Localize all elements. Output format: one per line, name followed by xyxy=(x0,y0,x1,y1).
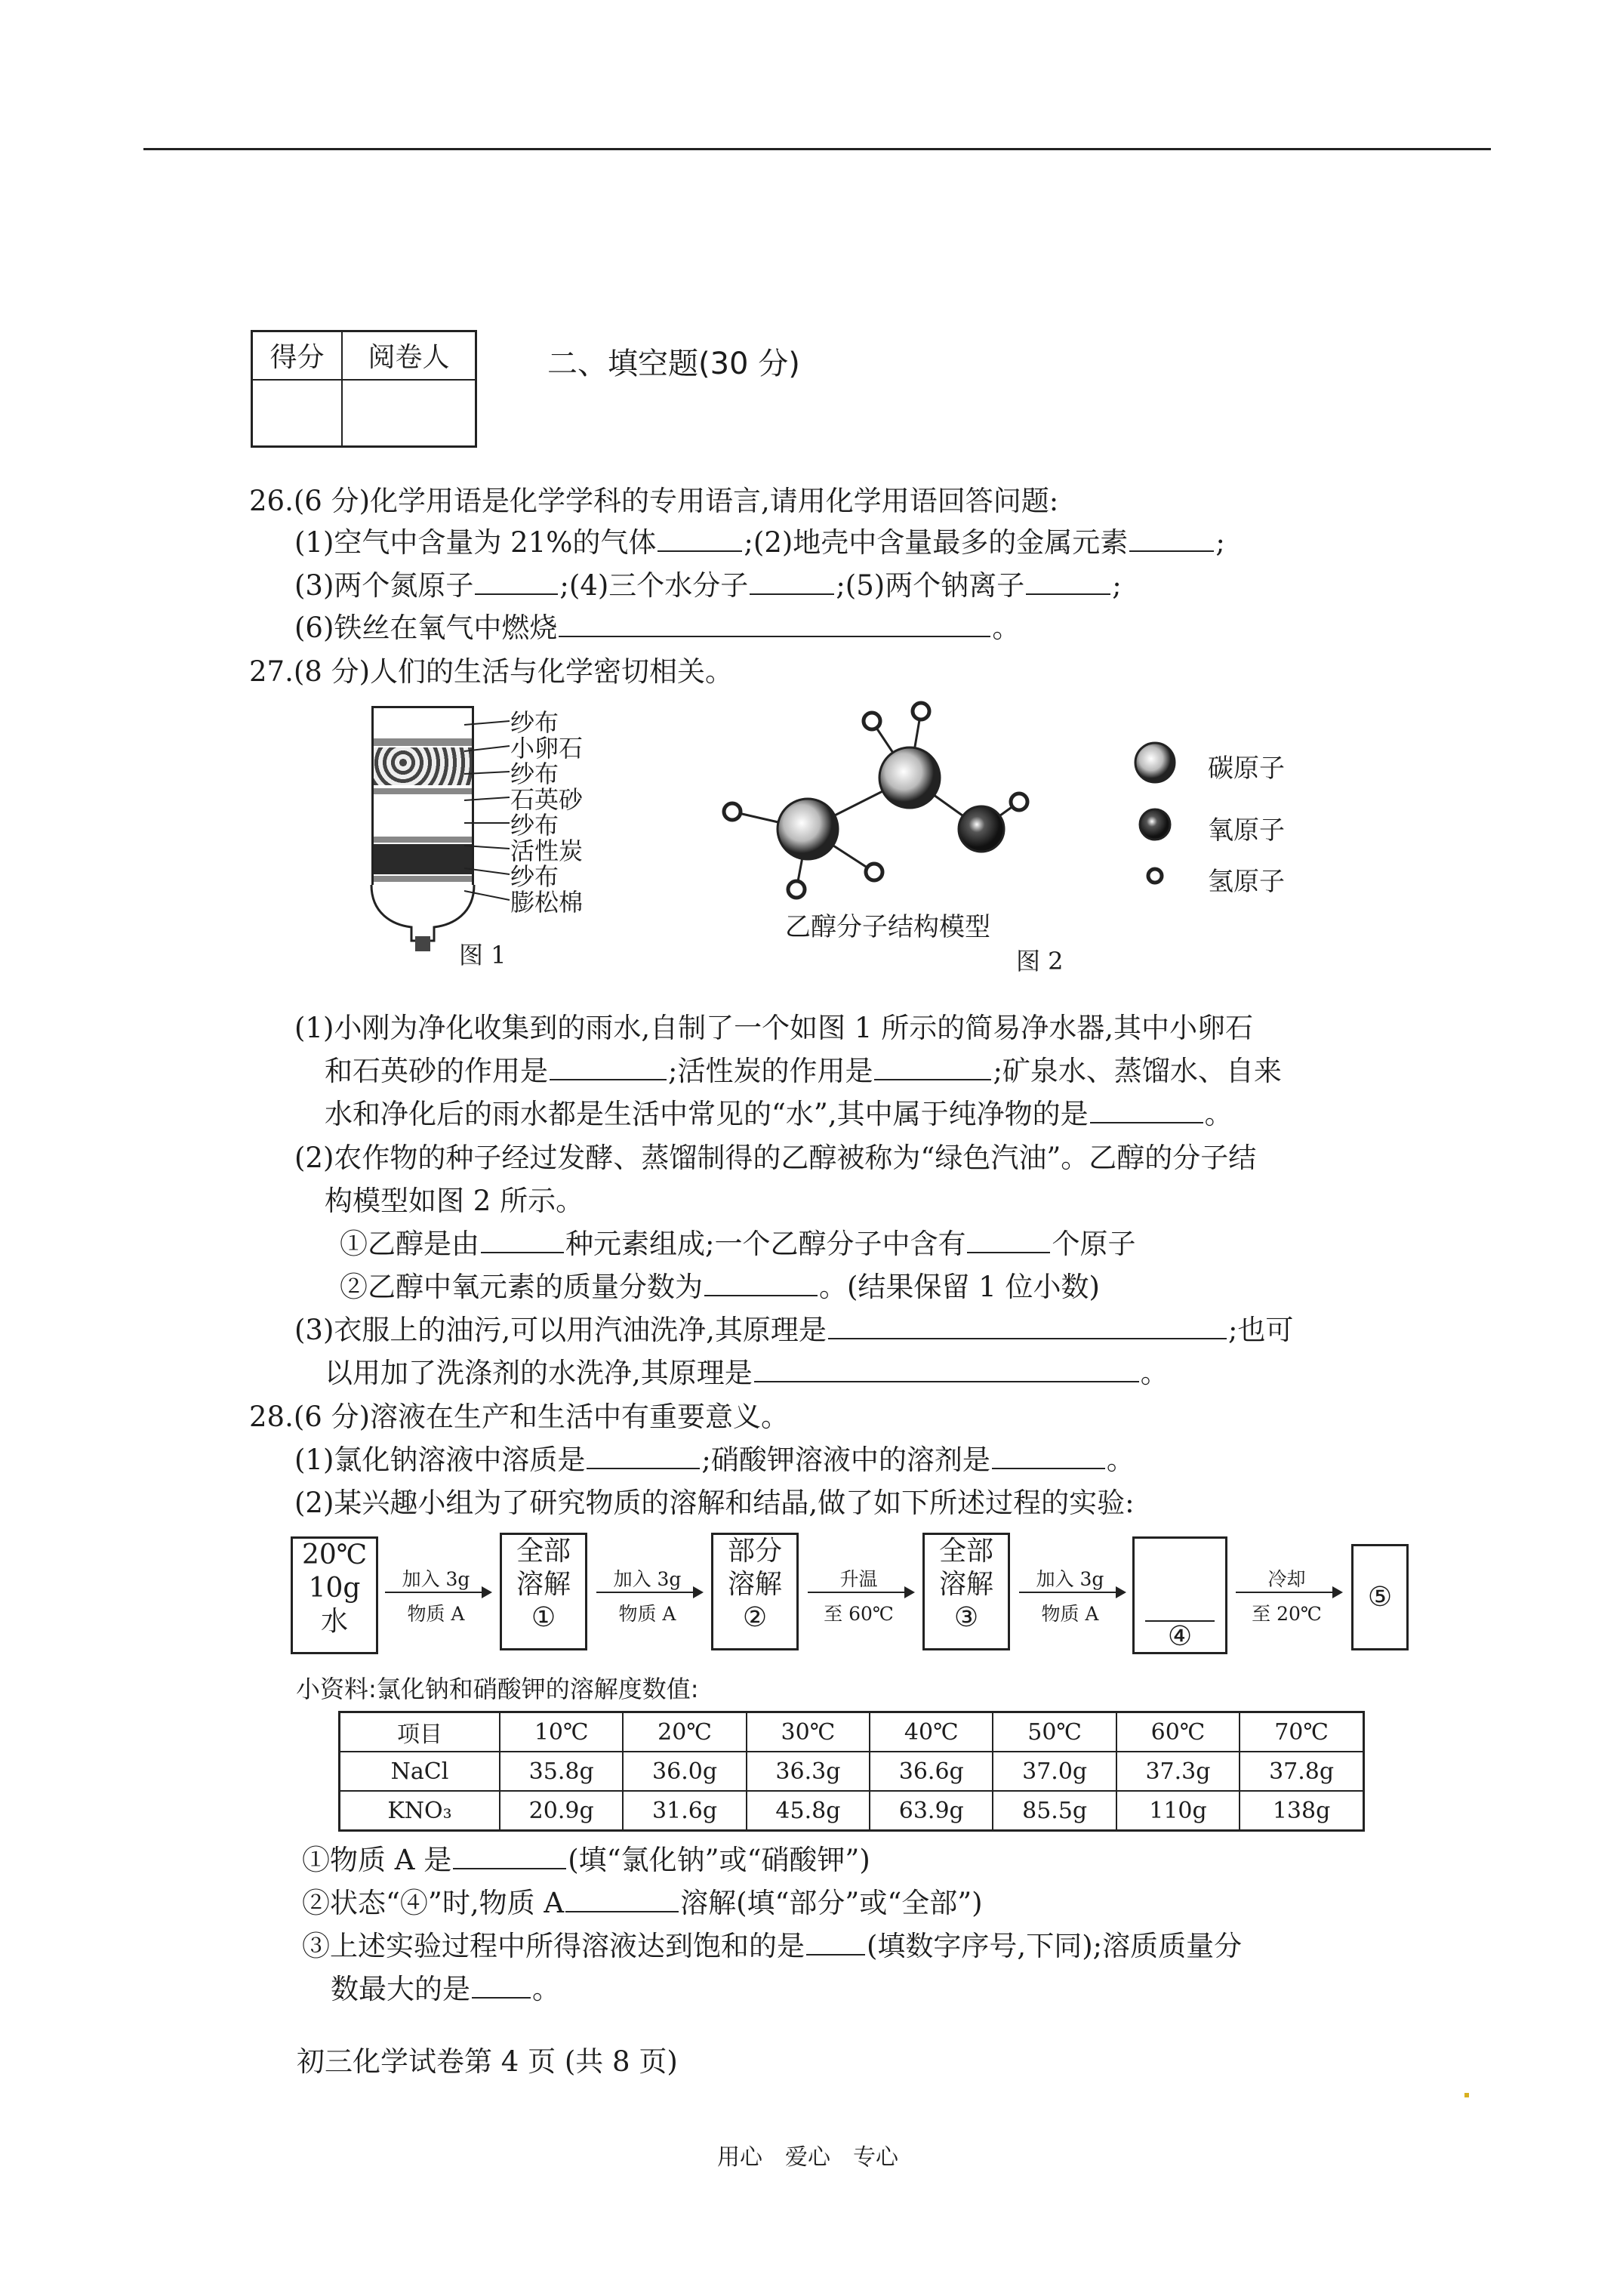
q27-p1a: (1)小刚为净化收集到的雨水,自制了一个如图 1 所示的简易净水器,其中小卵石 xyxy=(294,1012,1253,1044)
fig1-label: 纱布 xyxy=(510,811,559,840)
hydrogen-atom xyxy=(1011,794,1027,810)
score-header: 得分 xyxy=(252,331,343,380)
filter-layer-gauze xyxy=(374,788,472,794)
fig1-label: 纱布 xyxy=(510,862,559,891)
fig1-label: 石英砂 xyxy=(510,785,584,814)
fig1-label: 纱布 xyxy=(510,760,559,788)
legend-hydrogen: 氢原子 xyxy=(1208,867,1285,897)
answer-blank[interactable] xyxy=(475,571,558,595)
answer-blank[interactable] xyxy=(992,1445,1105,1469)
q28-s3c: 数最大的是 。 xyxy=(331,1973,560,2005)
flow-arrow-3-bottom: 至 60℃ xyxy=(824,1603,894,1625)
answer-blank[interactable] xyxy=(658,528,742,552)
top-rule xyxy=(143,148,1491,150)
oxygen-atom xyxy=(959,806,1004,852)
flow-arrow-1 xyxy=(385,1592,491,1593)
flow-arrow-1-top: 加入 3g xyxy=(402,1568,470,1590)
flow-arrow-2-top: 加入 3g xyxy=(613,1568,682,1590)
decor-dot xyxy=(1464,2093,1469,2097)
q27-p1c: 水和净化后的雨水都是生活中常见的“水”,其中属于纯净物的是 。 xyxy=(325,1098,1233,1130)
score-cell xyxy=(252,380,343,447)
q28-stem: 28.(6 分)溶液在生产和生活中有重要意义。 xyxy=(249,1401,790,1433)
oxygen-atom-icon xyxy=(1140,809,1170,840)
flow-box-1: 全部 溶解 ① xyxy=(500,1533,587,1650)
answer-blank[interactable] xyxy=(481,1229,564,1253)
q28-s3: ③上述实验过程中所得溶液达到饱和的是 (填数字序号,下同);溶质质量分 xyxy=(302,1930,1243,1962)
hydrogen-atom xyxy=(788,881,805,898)
flow-box-3: 全部 溶解 ③ xyxy=(922,1533,1010,1650)
filter-layer-gauze xyxy=(374,876,472,882)
q27-p2b: 构模型如图 2 所示。 xyxy=(325,1185,584,1217)
flow-box-water: 20℃ 10g 水 xyxy=(291,1536,378,1654)
solubility-table xyxy=(338,1711,1365,1832)
q26-stem: 26.(6 分)化学用语是化学学科的专用语言,请用化学用语回答问题: xyxy=(249,485,1059,517)
ethanol-molecule-model xyxy=(710,695,1072,921)
flow-arrow-5-bottom: 至 20℃ xyxy=(1252,1603,1322,1625)
answer-blank[interactable] xyxy=(587,1445,700,1469)
flow-arrow-4-top: 加入 3g xyxy=(1036,1568,1104,1590)
q27-stem: 27.(8 分)人们的生活与化学密切相关。 xyxy=(249,655,734,688)
answer-blank[interactable] xyxy=(565,1888,679,1912)
page-footer: 用心 爱心 专心 xyxy=(717,2144,898,2171)
flow-arrow-2-bottom: 物质 A xyxy=(618,1603,676,1625)
flow-arrow-5 xyxy=(1236,1592,1341,1593)
flow-box-4: ④ xyxy=(1132,1536,1227,1654)
table-row: NaCl 35.8g 36.0g 36.3g 36.6g 37.0g 37.3g 37.8g xyxy=(340,1752,1364,1791)
q27-p1b: 和石英砂的作用是 ;活性炭的作用是 ;矿泉水、蒸馏水、自来 xyxy=(325,1055,1282,1087)
q27-p3b: 以用加了洗涤剂的水洗净,其原理是 。 xyxy=(325,1357,1169,1389)
filter-layer-gauze xyxy=(374,738,472,746)
flow-arrow-3-top: 升温 xyxy=(839,1568,878,1590)
answer-blank[interactable] xyxy=(1090,1099,1203,1123)
fig1-label: 膨松棉 xyxy=(510,888,584,917)
page-number-info: 初三化学试卷第 4 页 (共 8 页) xyxy=(297,2045,678,2078)
flow-box-2: 部分 溶解 ② xyxy=(711,1533,799,1650)
flow-arrow-4-bottom: 物质 A xyxy=(1041,1603,1099,1625)
q27-p2d: ②乙醇中氧元素的质量分数为 。(结果保留 1 位小数) xyxy=(340,1271,1100,1303)
q27-p2a: (2)农作物的种子经过发酵、蒸馏制得的乙醇被称为“绿色汽油”。乙醇的分子结 xyxy=(294,1142,1257,1174)
fig1-label: 小卵石 xyxy=(510,734,584,763)
answer-blank[interactable] xyxy=(704,1272,818,1296)
q28-s2: ②状态“④”时,物质 A 溶解(填“部分”或“全部”) xyxy=(302,1887,983,1919)
fig1-caption: 图 1 xyxy=(459,941,507,969)
flow-arrow-3 xyxy=(808,1592,913,1593)
answer-blank[interactable] xyxy=(874,1056,991,1080)
flow-arrow-1-bottom: 物质 A xyxy=(407,1603,465,1625)
q28-p1: (1)氯化钠溶液中溶质是 ;硝酸钾溶液中的溶剂是 。 xyxy=(294,1444,1135,1476)
fig1-label: 纱布 xyxy=(510,708,559,737)
hydrogen-atom-icon xyxy=(1148,869,1162,883)
fig1-leader-lines xyxy=(464,717,513,906)
table-header-row: 项目 10℃ 20℃ 30℃ 40℃ 50℃ 60℃ 70℃ xyxy=(340,1712,1364,1752)
fig2-caption: 图 2 xyxy=(1016,947,1064,975)
carbon-atom xyxy=(879,747,940,808)
answer-blank[interactable] xyxy=(1026,571,1110,595)
fig1-label: 活性炭 xyxy=(510,837,584,865)
water-filter-diagram xyxy=(371,706,474,889)
answer-blank[interactable] xyxy=(750,571,834,595)
legend-carbon: 碳原子 xyxy=(1208,754,1285,784)
answer-blank[interactable] xyxy=(559,613,990,637)
q26-line3: (6)铁丝在氧气中燃烧 。 xyxy=(294,612,1021,644)
hydrogen-atom xyxy=(864,713,880,729)
section-title: 二、填空题(30 分) xyxy=(547,347,800,381)
filter-layer-carbon xyxy=(374,844,472,874)
carbon-atom xyxy=(778,799,838,859)
legend-oxygen: 氧原子 xyxy=(1208,815,1285,846)
answer-blank[interactable] xyxy=(828,1315,1227,1339)
flow-arrow-2 xyxy=(596,1592,702,1593)
solubility-note: 小资料:氯化钠和硝酸钾的溶解度数值: xyxy=(296,1675,699,1703)
hydrogen-atom xyxy=(866,864,882,880)
answer-blank[interactable] xyxy=(754,1358,1139,1382)
grader-header: 阅卷人 xyxy=(342,331,476,380)
filter-layer-gauze xyxy=(374,837,472,843)
hydrogen-atom xyxy=(724,803,741,820)
answer-blank[interactable] xyxy=(472,1974,531,1999)
table-row: KNO₃ 20.9g 31.6g 45.8g 63.9g 85.5g 110g 138g xyxy=(340,1791,1364,1831)
answer-blank[interactable] xyxy=(453,1845,566,1869)
answer-blank[interactable] xyxy=(806,1931,865,1955)
hydrogen-atom xyxy=(913,703,929,720)
atom-legend-symbols xyxy=(1117,736,1193,895)
flow-arrow-5-top: 冷却 xyxy=(1267,1568,1306,1590)
fig2-model-label: 乙醇分子结构模型 xyxy=(785,912,990,942)
carbon-atom-icon xyxy=(1135,743,1175,782)
score-table xyxy=(251,330,477,448)
filter-layer-pebbles xyxy=(374,747,472,785)
answer-blank[interactable] xyxy=(550,1056,667,1080)
answer-blank[interactable] xyxy=(1129,528,1214,552)
flow-arrow-4 xyxy=(1019,1592,1125,1593)
q28-s1: ①物质 A 是 (填“氯化钠”或“硝酸钾”) xyxy=(302,1844,870,1876)
flow-box-5: ⑤ xyxy=(1351,1544,1409,1650)
q27-p2c: ①乙醇是由 种元素组成;一个乙醇分子中含有 个原子 xyxy=(340,1228,1136,1260)
q26-line2: (3)两个氮原子 ;(4)三个水分子 ;(5)两个钠离子 ; xyxy=(294,569,1122,602)
q27-p3a: (3)衣服上的油污,可以用汽油洗净,其原理是 ;也可 xyxy=(294,1314,1294,1346)
grader-cell xyxy=(342,380,476,447)
answer-blank[interactable] xyxy=(967,1229,1050,1253)
q26-line1: (1)空气中含量为 21%的气体 ;(2)地壳中含量最多的金属元素 ; xyxy=(294,526,1225,559)
q28-p2: (2)某兴趣小组为了研究物质的溶解和结晶,做了如下所述过程的实验: xyxy=(294,1487,1135,1519)
